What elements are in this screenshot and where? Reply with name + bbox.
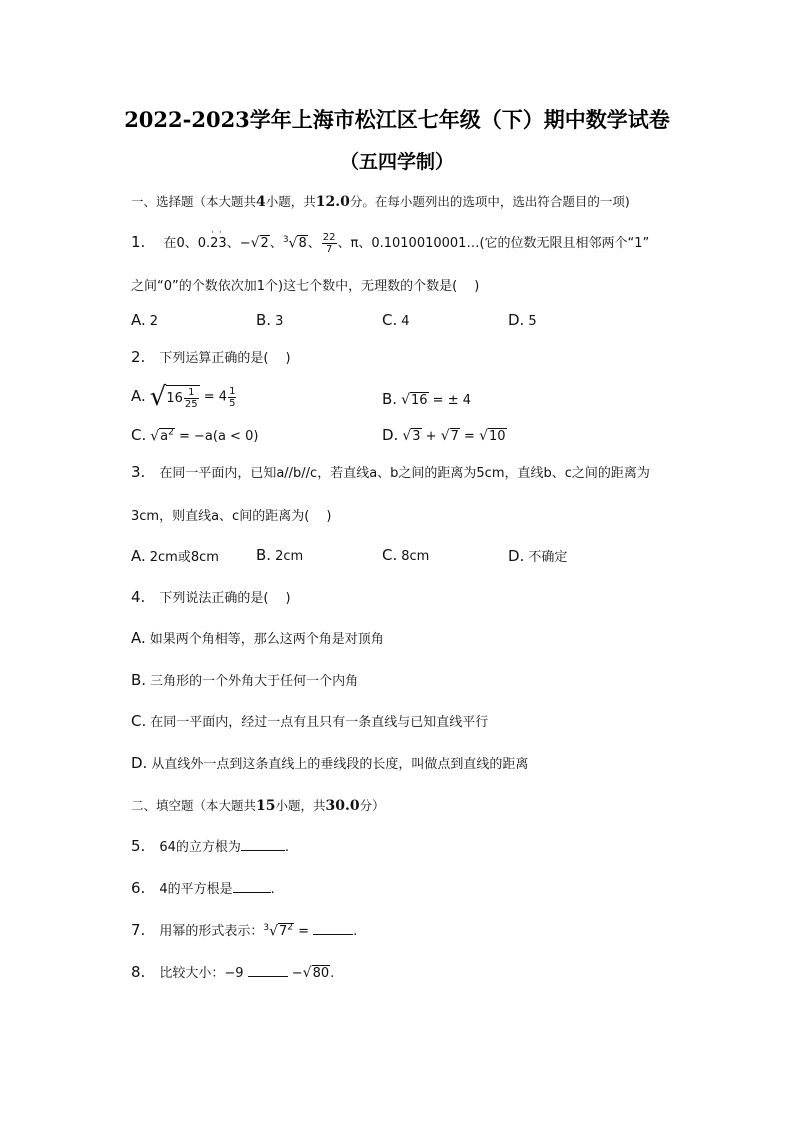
q2-option-a[interactable]: A. √16 $\frac{1}{25}$ = 4 $\frac{1}{5}$ bbox=[131, 382, 236, 412]
exam-title: 2022-2023学年上海市松江区七年级（下）期中数学试卷 bbox=[124, 107, 670, 132]
q3-option-b[interactable]: B. 2cm bbox=[256, 546, 304, 564]
question-number: 4. bbox=[131, 588, 146, 606]
q1-option-a[interactable]: A. 2 bbox=[131, 311, 159, 329]
q4-option-b[interactable]: B. 三角形的一个外角大于任何一个内角 bbox=[131, 671, 359, 689]
question-number: 7. bbox=[131, 921, 146, 939]
question-1: 1. 在0、0.· · 23、−√2、$^3$√8、 $\frac{22}{7}$ 、π、0.1010010001…(它的位数无限且相邻两个“1” bbox=[131, 232, 649, 255]
section-header-choice: 一、选择题（本大题共4小题，共12.0分。在每小题列出的选项中，选出符合题目的一项) bbox=[131, 194, 630, 210]
q3-option-d[interactable]: D. 不确定 bbox=[508, 547, 568, 565]
answer-blank[interactable] bbox=[313, 922, 353, 935]
q1-option-c[interactable]: C. 4 bbox=[382, 311, 410, 329]
q1-option-d[interactable]: D. 5 bbox=[508, 311, 537, 329]
question-7: 7. 用幂的形式表示：$^3√7^2$ = . bbox=[131, 921, 358, 939]
q4-option-a[interactable]: A. 如果两个角相等，那么这两个角是对顶角 bbox=[131, 629, 384, 647]
question-number: 3. bbox=[131, 463, 146, 481]
question-number: 5. bbox=[131, 837, 146, 855]
question-1-line2: 之间“0”的个数依次加1个)这七个数中，无理数的个数是( ) bbox=[131, 279, 480, 294]
answer-blank[interactable] bbox=[233, 880, 271, 893]
q2-option-d[interactable]: D. √3 + √7 = √10 bbox=[382, 426, 506, 444]
question-3: 3. 在同一平面内，已知a//b//c，若直线a、b之间的距离为5cm，直线b、c之间的距离为 bbox=[131, 463, 650, 481]
question-number: 8. bbox=[131, 963, 146, 981]
q1-option-b[interactable]: B. 3 bbox=[256, 311, 284, 329]
question-5: 5. 64的立方根为 . bbox=[131, 837, 289, 855]
q3-option-c[interactable]: C. 8cm bbox=[382, 546, 430, 564]
q2-option-b[interactable]: B. √16 = ± 4 bbox=[382, 390, 471, 408]
question-number: 6. bbox=[131, 879, 146, 897]
section-header-fill: 二、填空题（本大题共15小题，共30.0分） bbox=[131, 798, 385, 814]
answer-blank[interactable] bbox=[241, 838, 285, 851]
question-3-line2: 3cm，则直线a、c间的距离为( ) bbox=[131, 509, 332, 524]
question-6: 6. 4的平方根是 . bbox=[131, 879, 275, 897]
question-number: 2. bbox=[131, 348, 146, 366]
q3-option-a[interactable]: A. 2cm或8cm bbox=[131, 547, 219, 565]
q4-option-c[interactable]: C. 在同一平面内，经过一点有且只有一条直线与已知直线平行 bbox=[131, 712, 489, 730]
q4-option-d[interactable]: D. 从直线外一点到这条直线上的垂线段的长度，叫做点到直线的距离 bbox=[131, 754, 529, 772]
question-2: 2. 下列运算正确的是( ) bbox=[131, 348, 291, 366]
q2-option-c[interactable]: C. $√a^2 = -a(a < 0)$ bbox=[131, 426, 259, 444]
exam-subtitle: （五四学制） bbox=[339, 151, 454, 173]
answer-blank[interactable] bbox=[248, 964, 288, 977]
question-8: 8. 比较大小：−9 −√80. bbox=[131, 963, 335, 981]
question-4: 4. 下列说法正确的是( ) bbox=[131, 588, 291, 606]
question-number: 1. bbox=[131, 233, 146, 251]
